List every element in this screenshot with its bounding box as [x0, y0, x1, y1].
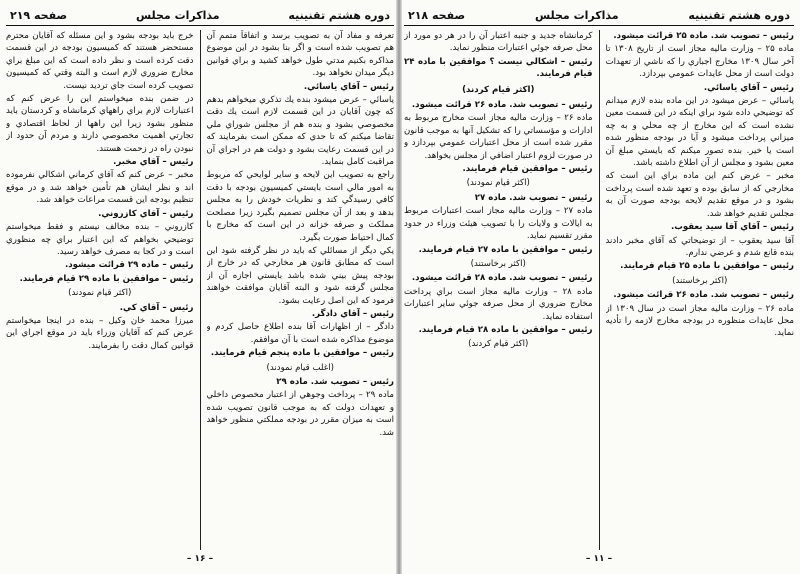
paragraph: ماده ۲۸ – وزارت ماليه مجاز است براي پرداخت مخارج ضروري از محل صرفه جوئي ساير اعتبارات استفاده نمايد.: [404, 286, 593, 322]
left-page-header: [6, 6, 394, 26]
paragraph: دادگر – از اظهارات آقا بنده اطلاع حاصل كردم و موضوع مذاكره شده است با آن موافقم.: [206, 322, 394, 345]
paragraph: مخبر – عرض كنم كه آقاي كرماني اشكالي نفرموده اند و نظر ايشان هم تأمين خواهد شد و در موقع تنظيم بودجه اين قسمت مراعات خواهد شد.: [6, 170, 194, 206]
paragraph: رئيس – ماده ۲۹ قرائت ميشود.: [64, 260, 194, 271]
paragraph: رئيس – موافقين با ماده ۲۷ قيام فرمايند.: [418, 244, 593, 255]
header-title: مذاكرات مجلس: [534, 9, 619, 22]
paragraph: مخبر – عرض كنم اين ماده براي اين است كه مخارجي كه از سابق بوده و تعهد شده است پرداخت بشود و در موقع تقديم لايحه بودجه صورت آن به مجلس تقديم خواهد شد.: [605, 171, 794, 219]
left-page-columns: [6, 30, 394, 550]
paragraph: رئيس – آقاي ياسائي.: [703, 82, 794, 93]
paragraph: (اكثر قيام كردند): [462, 84, 535, 95]
paragraph: رئيس – موافقين با ماده ۲۹ قيام فرمايند.: [19, 273, 194, 284]
header-page-number: صفحه ۲۱۸: [408, 9, 466, 22]
paragraph: كازروني – بنده مخالف نيستم و فقط ميخواستم توضيحي بخواهم كه اين اعتبار براي چه منظوري است و در كجا به مصرف خواهد رسيد.: [6, 222, 194, 257]
paragraph: رئيس – آقاي آقا سيد يعقوب.: [670, 222, 794, 233]
paragraph: ماده ۲۹ – پرداخت وجوهي از اعتبار مخصوص داخلي و تعهدات دولت كه به موجب قانون تصويب شده است به ميزان مقرر در بودجه مملكتي منظور خواهد شد.: [206, 390, 394, 438]
paragraph: رئيس – اشكالي نيست ؟ موافقين با ماده ۲۴ قيام فرمايند.: [404, 56, 593, 80]
paragraph: (اكثر قيام نمودند): [466, 178, 530, 189]
right-page-header: [404, 6, 794, 26]
paragraph: آقا سيد يعقوب – از توضيحاتي كه آقاي مخبر دادند بنده قانع شدم و عرضي ندارم.: [605, 235, 794, 258]
paragraph: رئيس – موافقين با ماده ۲۸ قيام فرمايند.: [418, 324, 593, 335]
paragraph: رئيس – آقاي كي.: [119, 302, 194, 313]
header-volume: دوره هشتم تقنينيه: [688, 9, 790, 22]
paragraph: رئيس – آقاي مخبر.: [113, 157, 194, 168]
paragraph: خرج بايد بودجه بشود و اين مسئله كه آقايان محترم مستحضر هستند كه كميسيون بودجه در اين قسمت دقت كرده است و نظر داده است كه اين مبلغ براي مخارج ضروري لازم است و البته وقتي كه كميسيون تصويب كرده است جاي ترديد نيست.: [6, 31, 194, 91]
paragraph: ياسائي – عرض ميشود بنده يك تذكري ميخواهم بدهم كه چون آقايان در اين قسمت لازم است يك دقت مخصوصي بشود و بنده هم از مجلس شوراي ملي تقاضا ميكنم كه تا حدي كه ممكن است بفرمايند كه در اين قسمت رعايت بشود و دولت هم در اجراي آن مراقبت كامل بنمايد.: [206, 95, 394, 168]
paragraph: (اكثر برخاستند): [672, 275, 728, 286]
left-page-left-column: [6, 30, 194, 550]
right-page-right-column: [606, 30, 795, 550]
paragraph: رئيس – تصويب شد. ماده ۲۵ قرائت ميشود.: [613, 31, 794, 41]
column-divider: [200, 30, 201, 550]
paragraph: رئيس – آقاي كازروني.: [98, 208, 194, 219]
paragraph: رئيس – تصويب شد. ماده ۲۸ قرائت ميشود.: [411, 273, 593, 284]
paragraph: ياسائي – عرض ميشود در اين ماده بنده لازم ميدانم كه توضيحي داده شود براي اينكه در اين قسمت معين نشده است كه اين مخارج از چه محلي و به چه ميزاني پرداخت ميشود و آيا در بودجه منظور شده است يا خير. بنده تصور ميكنم كه بايستي مبلغ آن معين بشود و مجلس از آن اطلاع داشته باشد.: [605, 96, 794, 169]
paragraph: رئيس – تصويب شد. ماده ۲۹: [276, 376, 394, 387]
left-page-right-column: [207, 30, 395, 550]
left-page-folio: – ۱۶ –: [186, 554, 214, 564]
paragraph: (اكثر قيام نمودند): [68, 288, 132, 299]
paragraph: ماده ۲۵ – وزارت ماليه مجاز است از تاريخ ۱۳۰۸ تا آخر سال ۱۳۰۹ مخارج اجباري را كه ناشي از تعهدات دولت است از محل عايدات عمومي بپردازد.: [605, 44, 794, 80]
column-divider: [599, 30, 600, 550]
paragraph: رئيس – تصويب شد. ماده ۲۶ قرائت ميشود.: [411, 100, 593, 111]
paragraph: رئيس – آقاي دادگر.: [311, 308, 394, 319]
header-title: مذاكرات مجلس: [135, 9, 220, 22]
paragraph: يكي ديگر از مسائلي كه بايد در نظر گرفته شود اين است كه مطابق قانون هر مخارجي كه در خارج از بودجه پيش بيني شده باشد بايستي اجازه آن از مجلس گرفته شود و البته آقايان موافقت خواهند فرمود كه اين اصل رعايت بشود.: [206, 245, 394, 306]
paragraph: رئيس – تصويب شد. ماده ۲۷: [474, 192, 593, 203]
paragraph: تعرفه و مفاد آن به تصويب برسد و اتفاقاً متمم آن هم تصويب شده است و اگر بنا بشود در اين موضوع مذاكره بكنيم مدتي طول خواهد كشيد و براي قوانين ديگر ميدان نخواهد بود.: [206, 31, 394, 79]
paragraph: رئيس – آقاي ياسائي.: [303, 81, 394, 92]
header-page-number: صفحه ۲۱۹: [10, 9, 68, 22]
paragraph: كرمانشاه جديد و جنبه اعتبار آن را در هر دو مورد از محل صرفه جوئي اعتبارات منظور نمايد.: [404, 31, 593, 54]
paragraph: (اكثر برخاستند): [470, 258, 526, 269]
paragraph: رئيس – موافقين با ماده ۲۵ قيام فرمايند.: [620, 261, 794, 272]
paragraph: رئيس – موافقين قيام فرمايند.: [462, 164, 593, 175]
paragraph: ماده ۲۷ – وزارت ماليه مجاز است اعتبارات مربوط به ايالات و ولايات را با تصويب هيئت وزراء در حدود مقرر تقسيم نمايد.: [404, 206, 593, 242]
right-page-left-column: [404, 30, 593, 550]
left-page: [6, 6, 394, 568]
right-page-columns: [404, 30, 794, 550]
paragraph: (اغلب قيام نمودند): [266, 362, 334, 373]
paragraph: رئيس – تصويب شد. ماده ۲۶ قرائت ميشود.: [613, 290, 794, 301]
right-page: [404, 6, 794, 568]
paragraph: ميرزا محمد خان وكيل – بنده در اينجا ميخواستم عرض كنم كه آقايان وزراء بايد در موقع اجراي اين قوانين كمال دقت را بفرمايند.: [6, 315, 194, 351]
right-page-folio: – ۱۱ –: [585, 554, 613, 564]
paragraph: راجع به تصويب اين لايحه و ساير لوايحي كه مربوط به امور مالي است بايستي كميسيون بودجه با دقت كافي رسيدگي كند و نظريات خودش را به مجلس بدهد و بعد از آن مجلس تصميم بگيرد زيرا مصلحت مملكت و صرفه خزانه در اين است كه مخارج با كمال احتياط صورت بگيرد.: [206, 170, 394, 243]
paragraph: (اكثر قيام كردند): [468, 339, 529, 350]
paragraph: ماده ۲۶ – وزارت ماليه مجاز است مخارج مربوط به ادارات و مؤسساتي را كه تشكيل آنها به موجب قانون مقرر شده است از محل اعتبارات عمومي بپردازد و در صورت لزوم اعتبار اضافي از مجلس بخواهد.: [404, 113, 593, 161]
paragraph: رئيس – موافقين با ماده پنجم قيام فرمايند.: [210, 348, 394, 359]
book-gutter: [396, 0, 402, 574]
paragraph: در ضمن بنده ميخواستم اين را عرض كنم كه اعتبارات لازم براي راههاي كرمانشاه و كردستان بايد منظور بشود زيرا اين راهها از لحاظ اقتصادي و تجارتي اهميت مخصوصي دارند و مردم آن حدود از نبودن راه در زحمت هستند.: [6, 94, 194, 154]
header-volume: دوره هشتم تقنينيه: [288, 9, 390, 22]
paragraph: ماده ۲۶ – وزارت ماليه مجاز است در سال ۱۳۰۹ از محل عايدات منظوره در بودجه مخارج لازمه را تأديه نمايد.: [605, 303, 794, 339]
